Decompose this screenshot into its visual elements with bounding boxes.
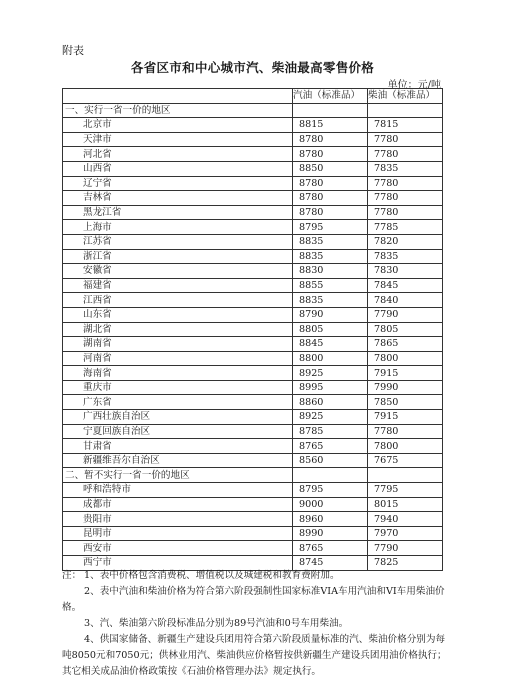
diesel-price: 7785	[368, 220, 443, 235]
diesel-price: 7915	[368, 410, 443, 425]
region-name: 重庆市	[63, 380, 293, 395]
diesel-price: 8015	[368, 497, 443, 512]
table-row	[63, 380, 443, 395]
table-row	[63, 453, 443, 468]
header-row	[63, 89, 443, 104]
region-name: 昆明市	[63, 526, 293, 541]
diesel-price: 7820	[368, 234, 443, 249]
table-row	[63, 410, 443, 425]
region-name: 北京市	[63, 118, 293, 133]
table-row	[63, 526, 443, 541]
table-row	[63, 351, 443, 366]
gasoline-price: 8835	[293, 249, 368, 264]
diesel-price: 7970	[368, 526, 443, 541]
table-row	[63, 439, 443, 454]
section-label: 一、实行一省一价的地区	[63, 103, 293, 118]
diesel-price: 7830	[368, 264, 443, 279]
region-name: 甘肃省	[63, 439, 293, 454]
section-row	[63, 103, 443, 118]
diesel-price: 7780	[368, 205, 443, 220]
section-row	[63, 468, 443, 483]
gasoline-price: 8765	[293, 541, 368, 556]
region-name: 江西省	[63, 293, 293, 308]
diesel-price: 7915	[368, 366, 443, 381]
table-row	[63, 234, 443, 249]
table-row	[63, 264, 443, 279]
gasoline-price: 8815	[293, 118, 368, 133]
note-3: 3、汽、柴油第六阶段标准品分别为89号汽油和0号车用柴油。	[84, 618, 349, 629]
gasoline-price: 8795	[293, 220, 368, 235]
region-name: 山西省	[63, 161, 293, 176]
attachment-label: 附表	[62, 44, 84, 57]
region-name: 贵阳市	[63, 512, 293, 527]
gasoline-price: 8800	[293, 351, 368, 366]
price-table	[62, 88, 443, 571]
header-gasoline: 汽油（标准品）	[293, 89, 368, 104]
table-row	[63, 278, 443, 293]
table-row	[63, 337, 443, 352]
diesel-price: 7990	[368, 380, 443, 395]
diesel-price: 7800	[368, 351, 443, 366]
region-name: 天津市	[63, 132, 293, 147]
gasoline-price: 9000	[293, 497, 368, 512]
region-name: 安徽省	[63, 264, 293, 279]
table-row	[63, 541, 443, 556]
table-row	[63, 147, 443, 162]
diesel-price: 7805	[368, 322, 443, 337]
gasoline-price: 8765	[293, 439, 368, 454]
table-row	[63, 176, 443, 191]
note-2: 2、表中汽油和柴油价格为符合第六阶段强制性国家标准VIA车用汽油和VI车用柴油价格。	[62, 586, 445, 613]
gasoline-price: 8835	[293, 234, 368, 249]
notes-section	[62, 568, 447, 680]
section-empty-cell	[368, 103, 443, 118]
table-row	[63, 118, 443, 133]
table-row	[63, 293, 443, 308]
region-name: 江苏省	[63, 234, 293, 249]
diesel-price: 7675	[368, 453, 443, 468]
gasoline-price: 8560	[293, 453, 368, 468]
section-empty-cell	[293, 468, 368, 483]
table-row	[63, 424, 443, 439]
note-1-text: 1、表中价格包含消费税、增值税以及城建税和教育费附加。	[84, 570, 340, 581]
region-name: 西安市	[63, 541, 293, 556]
region-name: 山东省	[63, 307, 293, 322]
table-row	[63, 497, 443, 512]
diesel-price: 7790	[368, 307, 443, 322]
header-diesel: 柴油（标准品）	[368, 89, 443, 104]
table-row	[63, 395, 443, 410]
region-name: 新疆维吾尔自治区	[63, 453, 293, 468]
gasoline-price: 8805	[293, 322, 368, 337]
gasoline-price: 8780	[293, 191, 368, 206]
gasoline-price: 8790	[293, 307, 368, 322]
diesel-price: 7795	[368, 483, 443, 498]
table-row	[63, 512, 443, 527]
gasoline-price: 8855	[293, 278, 368, 293]
diesel-price: 7780	[368, 424, 443, 439]
region-name: 呼和浩特市	[63, 483, 293, 498]
section-label: 二、暂不实行一省一价的地区	[63, 468, 293, 483]
section-empty-cell	[368, 468, 443, 483]
header-blank-cell	[63, 89, 293, 104]
gasoline-price: 8745	[293, 556, 368, 571]
table-row	[63, 249, 443, 264]
price-table-body	[63, 89, 443, 571]
region-name: 上海市	[63, 220, 293, 235]
region-name: 湖北省	[63, 322, 293, 337]
diesel-price: 7825	[368, 556, 443, 571]
region-name: 宁夏回族自治区	[63, 424, 293, 439]
region-name: 福建省	[63, 278, 293, 293]
region-name: 成都市	[63, 497, 293, 512]
diesel-price: 7940	[368, 512, 443, 527]
region-name: 湖南省	[63, 337, 293, 352]
region-name: 西宁市	[63, 556, 293, 571]
diesel-price: 7840	[368, 293, 443, 308]
table-row	[63, 483, 443, 498]
region-name: 海南省	[63, 366, 293, 381]
gasoline-price: 8780	[293, 147, 368, 162]
gasoline-price: 8830	[293, 264, 368, 279]
diesel-price: 7865	[368, 337, 443, 352]
gasoline-price: 8925	[293, 410, 368, 425]
gasoline-price: 8780	[293, 132, 368, 147]
note-1	[62, 568, 447, 584]
gasoline-price: 8785	[293, 424, 368, 439]
gasoline-price: 8780	[293, 205, 368, 220]
gasoline-price: 8850	[293, 161, 368, 176]
diesel-price: 7790	[368, 541, 443, 556]
diesel-price: 7780	[368, 191, 443, 206]
gasoline-price: 8795	[293, 483, 368, 498]
gasoline-price: 8860	[293, 395, 368, 410]
table-row	[63, 191, 443, 206]
diesel-price: 7850	[368, 395, 443, 410]
region-name: 河北省	[63, 147, 293, 162]
gasoline-price: 8845	[293, 337, 368, 352]
table-row	[63, 366, 443, 381]
region-name: 黑龙江省	[63, 205, 293, 220]
diesel-price: 7815	[368, 118, 443, 133]
note-4: 4、供国家储备、新疆生产建设兵团用符合第六阶段质量标准的汽、柴油价格分别为每吨8050元和7050元；供林业用汽、柴油供应价格暂按供新疆生产建设兵团用油价格执行；其它相关成品油价格政策按《石油价格管理办法》规定执行。	[62, 634, 447, 677]
table-row	[63, 161, 443, 176]
gasoline-price: 8990	[293, 526, 368, 541]
unit-label: 单位：元/吨	[387, 80, 441, 91]
diesel-price: 7845	[368, 278, 443, 293]
diesel-price: 7780	[368, 132, 443, 147]
gasoline-price: 8925	[293, 366, 368, 381]
table-row	[63, 322, 443, 337]
diesel-price: 7780	[368, 176, 443, 191]
region-name: 广西壮族自治区	[63, 410, 293, 425]
section-empty-cell	[293, 103, 368, 118]
region-name: 浙江省	[63, 249, 293, 264]
table-row	[63, 205, 443, 220]
region-name: 广东省	[63, 395, 293, 410]
gasoline-price: 8780	[293, 176, 368, 191]
notes-label: 注：	[62, 570, 82, 581]
region-name: 河南省	[63, 351, 293, 366]
diesel-price: 7835	[368, 249, 443, 264]
gasoline-price: 8995	[293, 380, 368, 395]
document-title: 各省区市和中心城市汽、柴油最高零售价格	[130, 60, 375, 75]
table-row	[63, 220, 443, 235]
diesel-price: 7780	[368, 147, 443, 162]
table-row	[63, 132, 443, 147]
diesel-price: 7800	[368, 439, 443, 454]
diesel-price: 7835	[368, 161, 443, 176]
gasoline-price: 8835	[293, 293, 368, 308]
table-row	[63, 307, 443, 322]
gasoline-price: 8960	[293, 512, 368, 527]
region-name: 辽宁省	[63, 176, 293, 191]
region-name: 吉林省	[63, 191, 293, 206]
